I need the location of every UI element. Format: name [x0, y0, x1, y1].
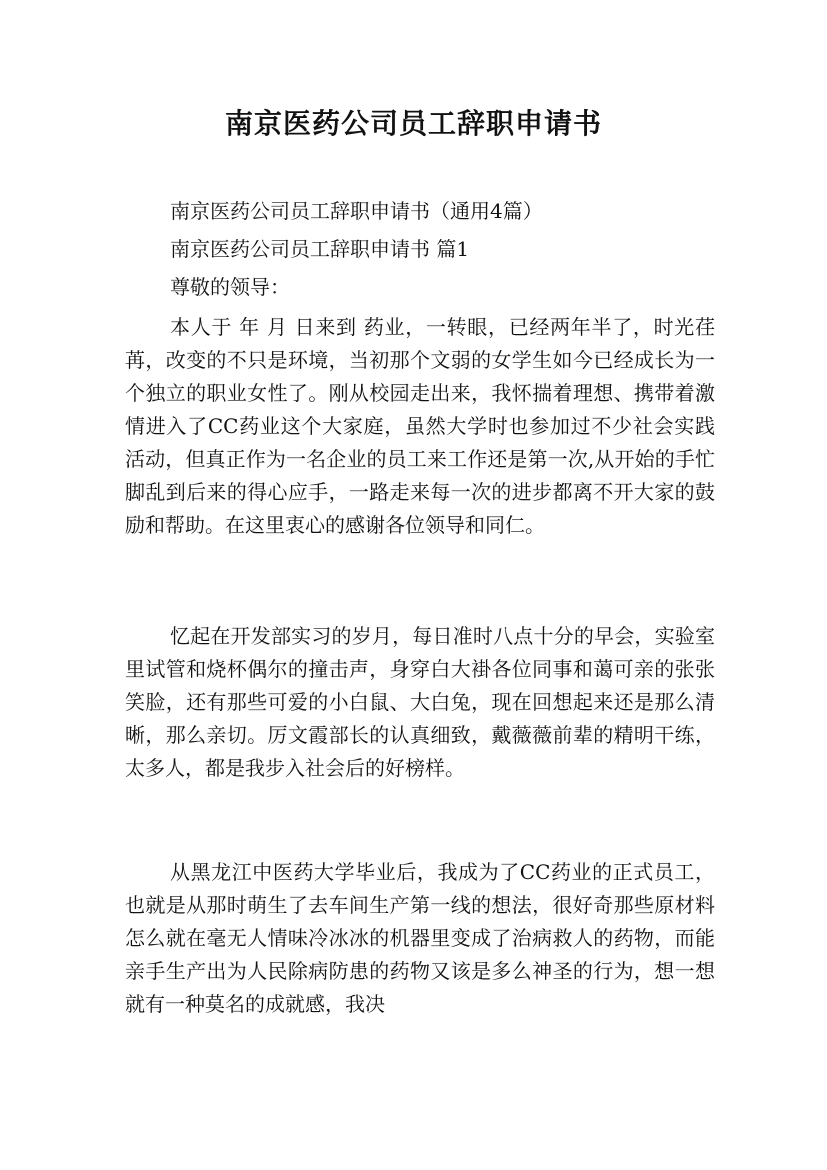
document-subtitle: 南京医药公司员工辞职申请书（通用4篇）: [170, 199, 543, 223]
document-title: 南京医药公司员工辞职申请书: [224, 107, 602, 140]
section-heading: 南京医药公司员工辞职申请书 篇1: [170, 237, 470, 261]
paragraph-2: 忆起在开发部实习的岁月，每日准时八点十分的早会，实验室里试管和烧杯偶尔的撞击声，身穿白大褂各位同事和蔼可亲的张张笑脸，还有那些可爱的小白鼠、大白兔，现在回想起来还是那么清晰，那么亲切。厉文霞部长的认真细致，戴薇薇前辈的精明干练，太多人，都是我步入社会后的好榜样。: [125, 624, 715, 780]
salutation: 尊敬的领导：: [170, 275, 290, 299]
paragraph-3: 从黑龙江中医药大学毕业后，我成为了CC药业的正式员工，也就是从那时萌生了去车间生产第一线的想法，很好奇那些原材料怎么就在毫无人情味冷冰冰的机器里变成了治病救人的药物，而能亲手生产出为人民除病防患的药物又该是多么神圣的行为，想一想就有一种莫名的成就感，我决: [125, 860, 715, 1016]
paragraph-1: 本人于 年 月 日来到 药业，一转眼，已经两年半了，时光荏苒，改变的不只是环境，当初那个文弱的女学生如今已经成长为一个独立的职业女性了。刚从校园走出来，我怀揣着理想、携带着激情进入了CC药业这个大家庭，虽然大学时也参加过不少社会实践活动，但真正作为一名企业的员工来工作还是第一次,从开始的手忙脚乱到后来的得心应手，一路走来每一次的进步都离不开大家的鼓励和帮助。在这里衷心的感谢各位领导和同仁。: [125, 315, 715, 537]
